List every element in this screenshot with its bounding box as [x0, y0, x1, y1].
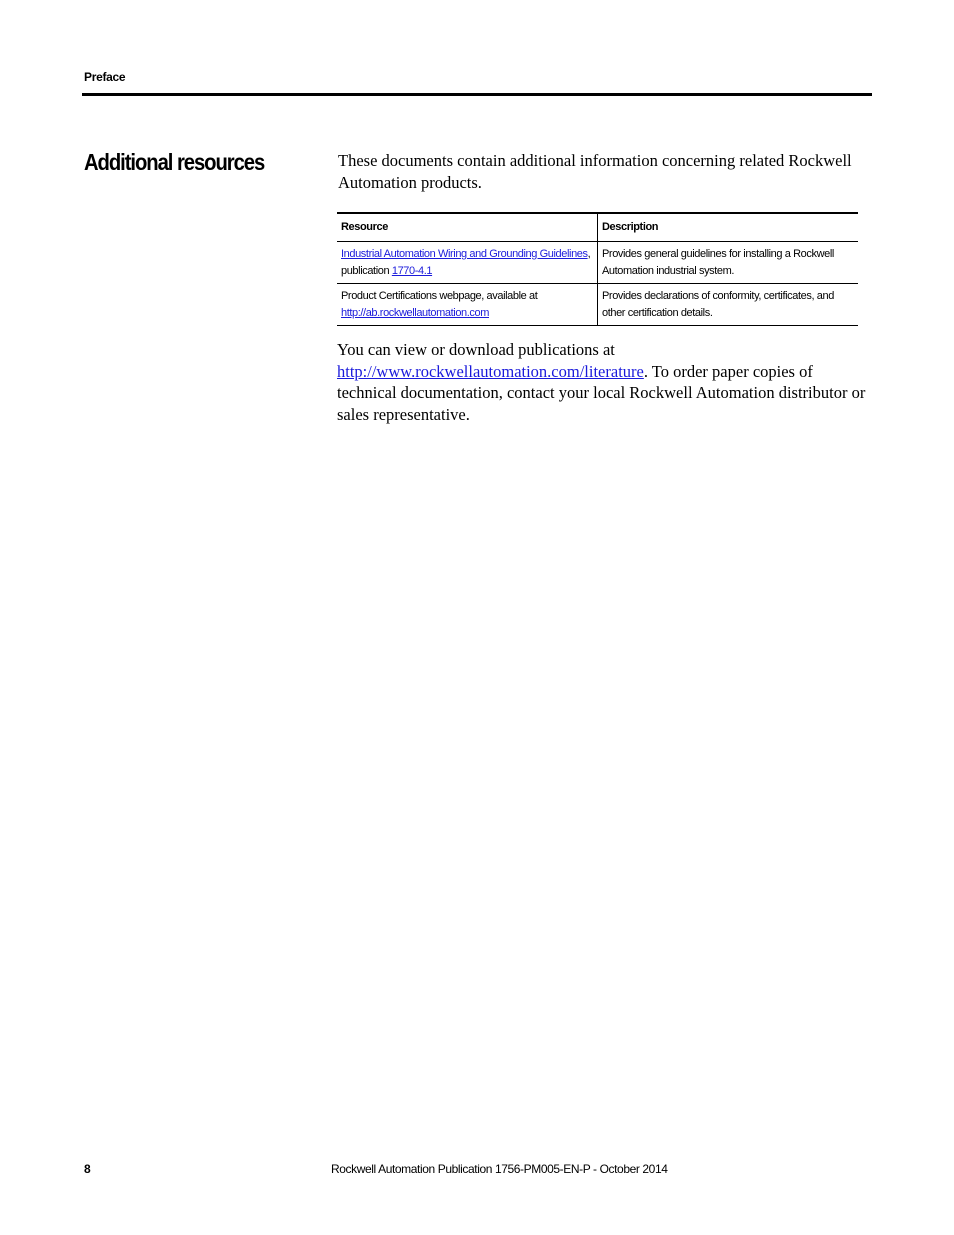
resource-cell [337, 242, 598, 284]
table-row [337, 284, 858, 326]
table-row [337, 242, 858, 284]
resource-cell [337, 284, 598, 326]
wiring-guidelines-link[interactable]: Industrial Automation Wiring and Grounding Guidelines [341, 248, 588, 260]
resource-text: Product Certifications webpage, available at [341, 290, 538, 302]
running-head: Preface [84, 70, 126, 84]
footer-publication: Rockwell Automation Publication 1756-PM005-EN-P - October 2014 [331, 1162, 668, 1176]
literature-link[interactable]: http://www.rockwellautomation.com/literature [337, 361, 644, 381]
publication-link[interactable]: 1770-4.1 [391, 265, 433, 277]
resource-text: publication [341, 265, 390, 277]
header-description: Description [598, 213, 859, 242]
page-number: 8 [84, 1162, 91, 1176]
resource-separator: , [587, 248, 591, 260]
literature-lead: You can view or download publications at [337, 340, 615, 359]
description-cell: Provides declarations of conformity, certificates, and other certification details. [598, 284, 859, 326]
description-cell: Provides general guidelines for installing a Rockwell Automation industrial system. [598, 242, 859, 284]
literature-rest: . To order paper copies of technical documentation, contact your local Rockwell Automation distributor or sales representative. [337, 361, 866, 424]
header-rule [82, 93, 872, 96]
certifications-link[interactable]: http://ab.rockwellautomation.com [341, 307, 489, 319]
literature-paragraph [337, 339, 867, 425]
section-title: Additional resources [84, 149, 265, 175]
header-resource: Resource [337, 213, 598, 242]
intro-paragraph: These documents contain additional information concerning related Rockwell Automation products. [338, 151, 852, 192]
resources-table [337, 212, 858, 326]
table-header-row [337, 213, 858, 242]
